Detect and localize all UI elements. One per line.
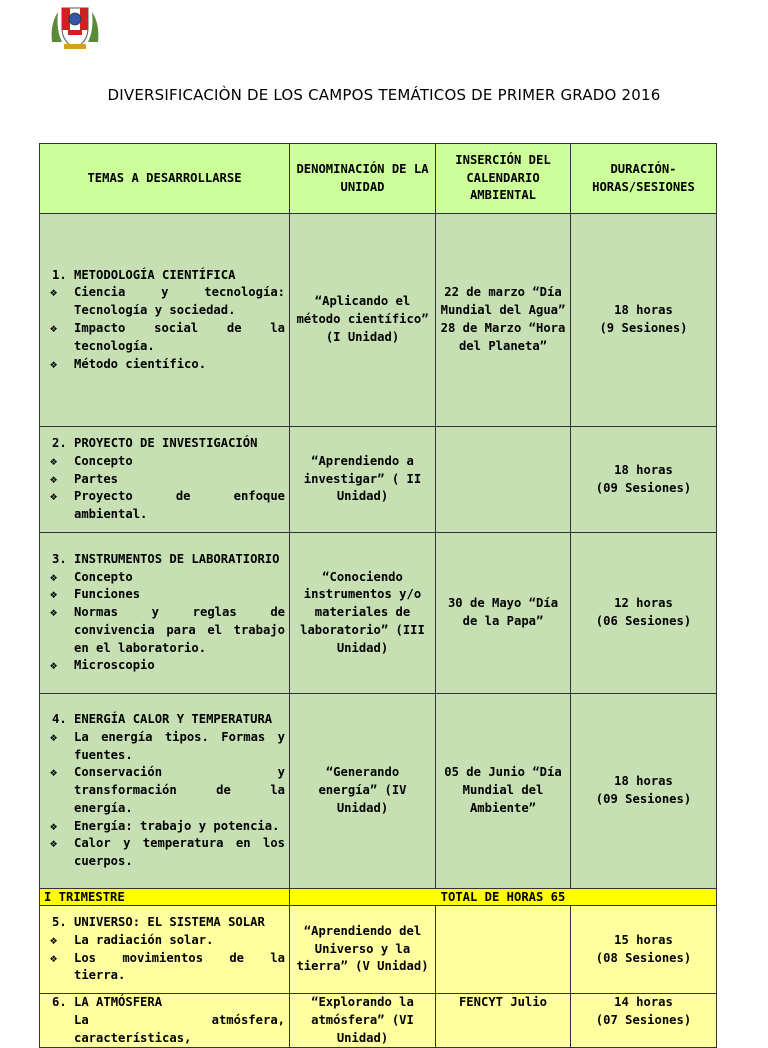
unit-cell: “Aprendiendo del Universo y la tierra” (V Unidad)	[290, 906, 436, 994]
topic-heading: 6. LA ATMÓSFERA	[52, 995, 163, 1009]
topic-bullet: ❖ Ciencia y tecnología: Tecnología y sociedad.	[74, 284, 285, 320]
header-topics: TEMAS A DESARROLLARSE	[40, 144, 290, 214]
trimester-total: TOTAL DE HORAS 65	[290, 889, 717, 906]
topic-bullet: ❖ Microscopio	[74, 657, 285, 675]
unit-cell: “Generando energía” (IV Unidad)	[290, 694, 436, 889]
topic-heading: 4. ENERGÍA CALOR Y TEMPERATURA	[52, 711, 273, 726]
hours-text: 15 horas	[614, 932, 673, 947]
topic-bullet: ❖ Los movimientos de la tierra.	[74, 950, 285, 986]
topic-cell	[40, 427, 290, 533]
topic-bullet: ❖ Funciones	[74, 586, 285, 604]
duration-cell	[571, 694, 717, 889]
sessions-text: (09 Sesiones)	[595, 792, 692, 806]
trimester-row	[40, 889, 717, 906]
header-calendar: INSERCIÓN DEL CALENDARIO AMBIENTAL	[436, 144, 571, 214]
topic-bullet: ❖ Normas y reglas de convivencia para el trabajo en el laboratorio.	[74, 604, 285, 657]
sessions-text: (07 Sesiones)	[595, 1012, 692, 1027]
duration-cell	[571, 533, 717, 694]
calendar-cell	[436, 427, 571, 533]
topic-bullet: ❖ Impacto social de la tecnología.	[74, 320, 285, 356]
themes-table	[39, 143, 717, 1048]
topic-heading: 3. INSTRUMENTOS DE LABORATIORIO	[52, 551, 280, 566]
calendar-cell: 05 de Junio “Día Mundial del Ambiente”	[436, 694, 571, 889]
sessions-text: (08 Sesiones)	[595, 950, 692, 965]
hours-text: 18 horas	[614, 303, 673, 318]
sessions-text: (06 Sesiones)	[595, 614, 692, 628]
topic-cell	[40, 214, 290, 427]
topic-heading: 1. METODOLOGÍA CIENTÍFICA	[52, 267, 236, 282]
topic-bullet: ❖ Proyecto de enfoque ambiental.	[74, 488, 285, 524]
topic-bullet: ❖ Método científico.	[74, 356, 285, 374]
table-row	[40, 533, 717, 694]
topic-bullet: ❖ La energía tipos. Formas y fuentes.	[74, 729, 285, 765]
calendar-cell: 22 de marzo “Día Mundial del Agua” 28 de Marzo “Hora del Planeta”	[436, 214, 571, 427]
unit-cell: “Aprendiendo a investigar” ( II Unidad)	[290, 427, 436, 533]
sessions-text: (9 Sesiones)	[599, 321, 688, 335]
table-row	[40, 214, 717, 427]
header-unit: DENOMINACIÓN DE LA UNIDAD	[290, 144, 436, 214]
topic-cell	[40, 906, 290, 994]
duration-cell	[571, 906, 717, 994]
hours-text: 14 horas	[614, 995, 673, 1009]
topic-bullet: ❖ Concepto	[74, 453, 285, 471]
school-crest-logo	[48, 2, 102, 52]
duration-cell	[571, 427, 717, 533]
hours-text: 12 horas	[614, 596, 673, 611]
hours-text: 18 horas	[614, 462, 673, 477]
topic-heading: 2. PROYECTO DE INVESTIGACIÓN	[52, 436, 258, 450]
calendar-cell: FENCYT Julio	[436, 994, 571, 1048]
sessions-text: (09 Sesiones)	[595, 480, 692, 495]
calendar-cell	[436, 906, 571, 994]
duration-cell	[571, 214, 717, 427]
page-title: DIVERSIFICACIÒN DE LOS CAMPOS TEMÁTICOS DE PRIMER GRADO 2016	[107, 86, 661, 104]
table-header-row	[40, 144, 717, 214]
topic-bullet: ❖ Calor y temperatura en los cuerpos.	[74, 835, 285, 871]
unit-cell: “Explorando la atmósfera” (VI Unidad)	[290, 994, 436, 1048]
topic-bullet: ❖ Energía: trabajo y potencia.	[74, 818, 285, 836]
table-row	[40, 994, 717, 1048]
topic-bullet: ❖ La radiación solar.	[74, 932, 285, 950]
topic-heading: 5. UNIVERSO: EL SISTEMA SOLAR	[52, 914, 265, 929]
duration-cell	[571, 994, 717, 1048]
table-row	[40, 427, 717, 533]
hours-text: 18 horas	[614, 774, 673, 789]
topic-bullet: ❖ Conservación y transformación de la energía.	[74, 764, 285, 817]
trimester-label: I TRIMESTRE	[40, 889, 290, 906]
topic-bullet: ❖ Partes	[74, 471, 285, 489]
topic-cell	[40, 694, 290, 889]
topic-cell	[40, 533, 290, 694]
table-row	[40, 906, 717, 994]
table-row	[40, 694, 717, 889]
unit-cell: “Conociendo instrumentos y/o materiales de laboratorio” (III Unidad)	[290, 533, 436, 694]
topic-bullet: ❖ Concepto	[74, 569, 285, 587]
topic-text: La atmósfera, características,	[74, 1012, 285, 1045]
topic-cell	[40, 994, 290, 1048]
calendar-cell: 30 de Mayo “Día de la Papa”	[436, 533, 571, 694]
header-duration: DURACIÓN-HORAS/SESIONES	[571, 144, 717, 214]
unit-cell: “Aplicando el método científico” (I Unidad)	[290, 214, 436, 427]
